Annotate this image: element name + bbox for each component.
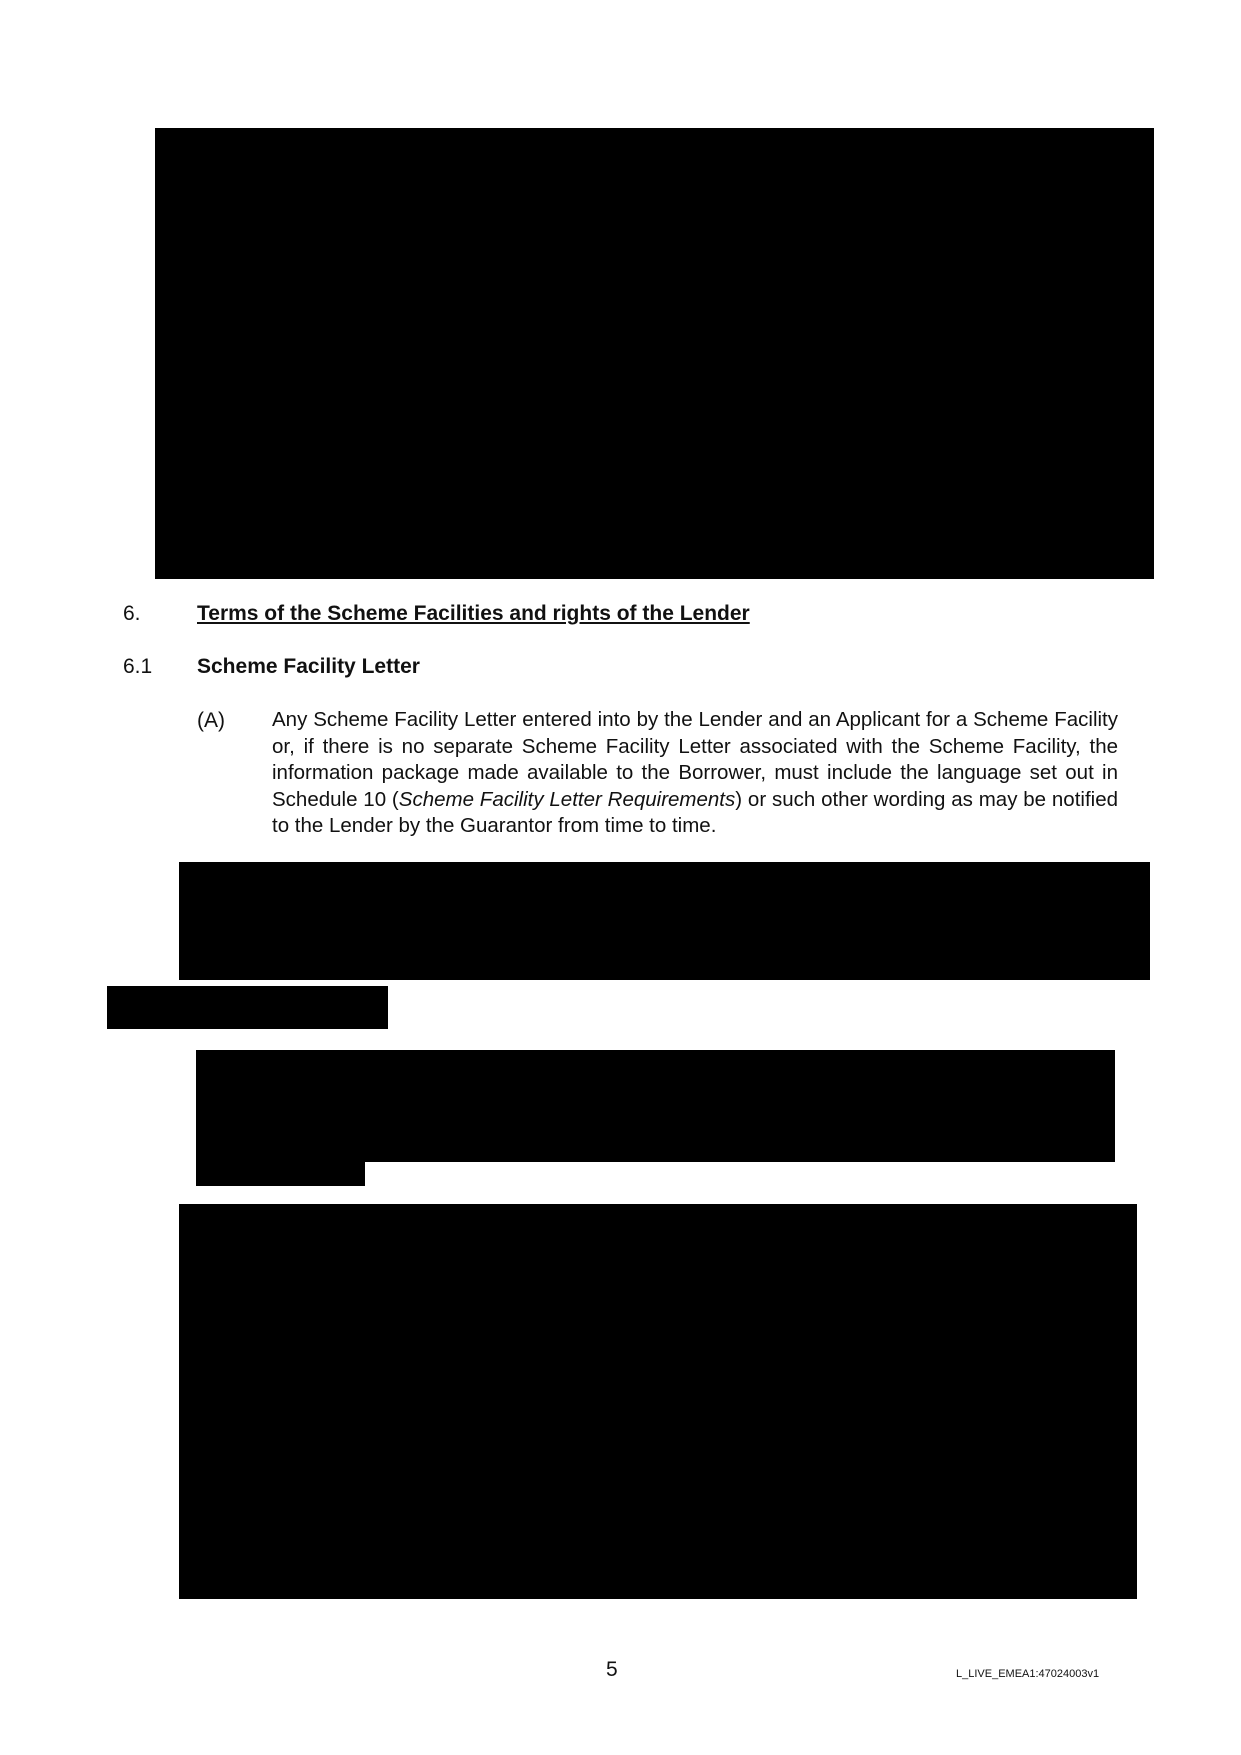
schedule-title: Scheme Facility Letter Requirements: [398, 787, 736, 811]
subsection-number: 6.1: [123, 655, 153, 678]
redaction-block-top: [155, 128, 1154, 579]
document-reference: L_LIVE_EMEA1:47024003v1: [956, 1668, 1100, 1680]
redaction-block-2: [179, 862, 1150, 980]
page-number: 5: [606, 1658, 618, 1681]
section-title: Terms of the Scheme Facilities and rights of the Lender: [197, 602, 750, 625]
paragraph-text: [272, 707, 1118, 840]
paragraph-text-end: ) or such other wording as may be notified to the Lender by the Guarantor from time to time.: [272, 787, 1118, 838]
redaction-block-bottom: [179, 1204, 1137, 1599]
redaction-block-4: [196, 1050, 1115, 1162]
redaction-block-4-tail: [196, 1160, 365, 1186]
paragraph-text-start: Any Scheme Facility Letter entered into by the Lender and an Applicant for a Scheme Facility or, if there is no separate Scheme Facility Letter associated with the Scheme Facility, the information package made available to the Borrower, must include the language set out in Schedule 10 (: [272, 708, 1118, 811]
redaction-block-3: [107, 986, 388, 1029]
section-number: 6.: [123, 602, 141, 625]
subsection-title: Scheme Facility Letter: [197, 655, 420, 678]
paragraph-label: (A): [197, 709, 225, 732]
